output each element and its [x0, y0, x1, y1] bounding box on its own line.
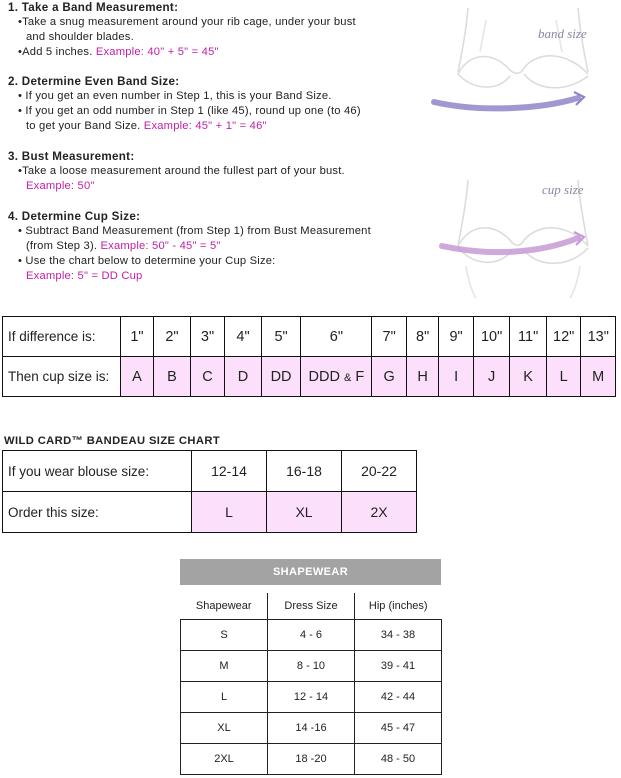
- step-4-line-1: • Subtract Band Measurement (from Step 1) from Bust Measurement: [18, 225, 371, 237]
- dress-size-cell: 4 - 6: [268, 620, 355, 651]
- table-row: [181, 620, 442, 651]
- cup-size-cell: J: [473, 357, 510, 397]
- column-header: Hip (inches): [368, 600, 428, 612]
- step-2-line-3: [26, 119, 440, 134]
- cup-size-cell: H: [406, 357, 438, 397]
- step-2-line-1: • If you get an even number in Step 1, this is your Band Size.: [18, 90, 332, 102]
- cup-size-cell: K: [510, 357, 547, 397]
- step-1-line-1: •Take a snug measurement around your rib cage, under your bust: [18, 16, 356, 28]
- hip-cell: 39 - 41: [355, 651, 442, 682]
- difference-cell: 12": [546, 317, 581, 357]
- shapewear-size-cell: M: [181, 651, 268, 682]
- difference-label: If difference is:: [3, 317, 121, 357]
- cup-size-label: cup size: [542, 182, 584, 197]
- hip-cell: 34 - 38: [355, 620, 442, 651]
- blouse-size-cell: 20-22: [342, 451, 417, 492]
- step-4-example-2: Example: 5" = DD Cup: [26, 270, 143, 282]
- difference-row: [3, 317, 616, 357]
- dress-size-cell: 18 -20: [268, 744, 355, 775]
- cup-size-cell: D: [225, 357, 262, 397]
- column-header: Shapewear: [195, 600, 252, 612]
- difference-cell: 1": [120, 317, 153, 357]
- shapewear-size-cell: L: [181, 682, 268, 713]
- cup-size-cell: C: [190, 357, 225, 397]
- difference-cell: 3": [190, 317, 225, 357]
- cup-size-cell-ddd-f: [301, 357, 372, 397]
- table-row: [181, 713, 442, 744]
- difference-cell: 8": [406, 317, 438, 357]
- blouse-size-row: [3, 451, 417, 492]
- step-4-example: Example: 50" - 45" = 5": [100, 240, 221, 252]
- difference-cell: 10": [473, 317, 510, 357]
- step-2: [0, 74, 440, 134]
- step-4-line-2: [26, 239, 440, 254]
- shapewear-size-cell: XL: [181, 713, 268, 744]
- step-3-example: Example: 50": [26, 180, 95, 192]
- step-3-title: 3. Bust Measurement:: [8, 150, 135, 163]
- step-1-add-text: •Add 5 inches.: [18, 46, 93, 58]
- shapewear-size-chart: [180, 559, 441, 775]
- step-1-example: Example: 40" + 5" = 45": [95, 46, 219, 58]
- step-3: [0, 149, 440, 194]
- bandeau-chart-title: WILD CARD™ BANDEAU SIZE CHART: [4, 435, 221, 447]
- cup-size-cell: G: [372, 357, 407, 397]
- step-2-title: 2. Determine Even Band Size:: [8, 75, 180, 88]
- step-3-line-1: •Take a loose measurement around the fullest part of your bust.: [18, 165, 345, 177]
- shapewear-size-cell: S: [181, 620, 268, 651]
- difference-cell: 6": [301, 317, 372, 357]
- cup-size-illustration: [428, 176, 618, 301]
- shapewear-title: SHAPEWEAR: [180, 559, 441, 585]
- step-4-title: 4. Determine Cup Size:: [8, 210, 141, 223]
- dress-size-cell: 14 -16: [268, 713, 355, 744]
- cup-size-label: Then cup size is:: [3, 357, 121, 397]
- table-row: [181, 651, 442, 682]
- cup-ddd-text: DDD: [308, 368, 340, 385]
- dress-size-cell: 8 - 10: [268, 651, 355, 682]
- difference-cell: 7": [372, 317, 407, 357]
- difference-cell: 5": [261, 317, 301, 357]
- order-size-cell: XL: [267, 492, 342, 533]
- hip-cell: 45 - 47: [355, 713, 442, 744]
- shapewear-size-cell: 2XL: [181, 744, 268, 775]
- step-4: [0, 209, 440, 284]
- cup-size-cell: I: [439, 357, 474, 397]
- step-2-band-text: to get your Band Size.: [26, 120, 141, 132]
- blouse-size-cell: 16-18: [267, 451, 342, 492]
- difference-cell: 4": [225, 317, 262, 357]
- shapewear-header-row: [181, 593, 442, 620]
- order-size-label: Order this size:: [3, 492, 192, 533]
- hip-cell: 42 - 44: [355, 682, 442, 713]
- step-1-line-3: [18, 45, 440, 60]
- step-4-line-3: • Use the chart below to determine your Cup Size:: [18, 255, 276, 267]
- band-size-illustration: [428, 2, 618, 122]
- bandeau-size-chart: [2, 450, 417, 533]
- step-2-line-2: • If you get an odd number in Step 1 (like 45), round up one (to 46): [18, 105, 361, 117]
- cup-f-text: F: [355, 368, 365, 385]
- difference-cell: 13": [581, 317, 616, 357]
- cup-size-cell: L: [546, 357, 581, 397]
- cup-ampersand: &: [343, 371, 352, 384]
- cup-size-cell: M: [581, 357, 616, 397]
- cup-size-cell: DD: [261, 357, 301, 397]
- table-row: [181, 682, 442, 713]
- difference-cell: 11": [510, 317, 547, 357]
- table-row: [181, 744, 442, 775]
- band-arrow-icon: [434, 98, 578, 108]
- order-size-row: [3, 492, 417, 533]
- cup-size-cell: A: [120, 357, 153, 397]
- order-size-cell: 2X: [342, 492, 417, 533]
- step-2-example: Example: 45" + 1" = 46": [143, 120, 267, 132]
- step-1: [0, 0, 440, 60]
- step-1-line-2: and shoulder blades.: [26, 31, 134, 43]
- difference-cell: 9": [439, 317, 474, 357]
- blouse-size-label: If you wear blouse size:: [3, 451, 192, 492]
- blouse-size-cell: 12-14: [192, 451, 267, 492]
- step-1-title: 1. Take a Band Measurement:: [8, 1, 179, 14]
- cup-size-cell: B: [154, 357, 191, 397]
- cup-size-chart: [2, 316, 616, 399]
- dress-size-cell: 12 - 14: [268, 682, 355, 713]
- band-size-label: band size: [538, 26, 587, 41]
- hip-cell: 48 - 50: [355, 744, 442, 775]
- order-size-cell: L: [192, 492, 267, 533]
- difference-cell: 2": [154, 317, 191, 357]
- column-header: Dress Size: [268, 593, 355, 620]
- cup-size-row: [3, 357, 616, 397]
- step-4-from-text: (from Step 3).: [26, 240, 98, 252]
